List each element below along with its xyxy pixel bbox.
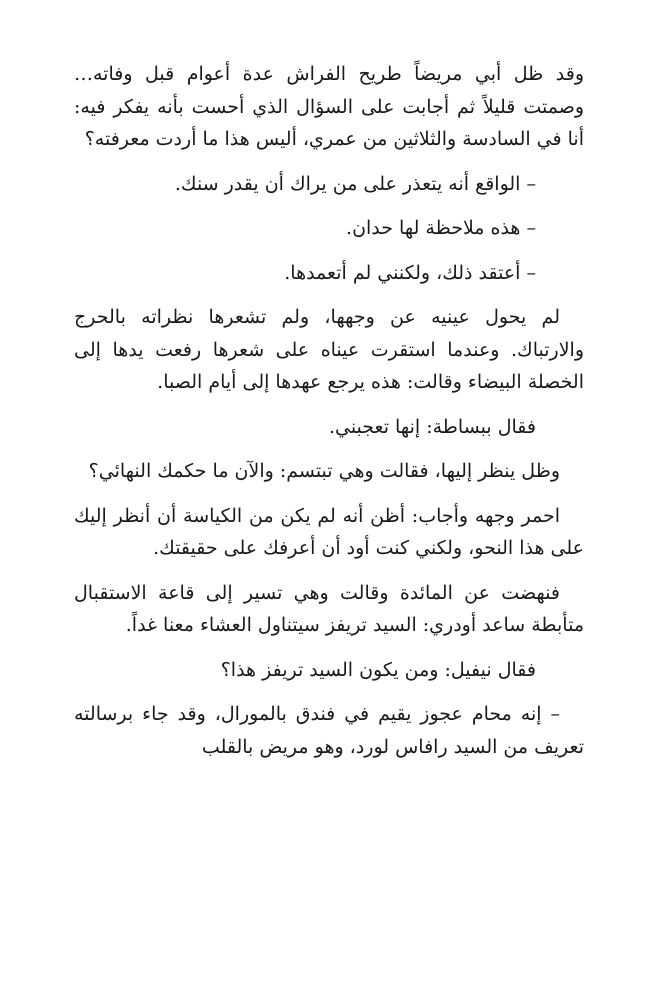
dialog-line-2: – هذه ملاحظة لها حدان.: [346, 217, 536, 239]
paragraph-2: لم يحول عينيه عن وجهها، ولم تشعرها نظراته بالحرج والارتباك. وعندما استقرت عيناه على شعرها رفعت يدها إلى الخصلة البيضاء وقالت: هذه يرجع عهدها إلى أيام الصبا.: [74, 306, 584, 393]
paragraph-5: فنهضت عن المائدة وقالت وهي تسير إلى قاعة الاستقبال متأبطة ساعد أودري: السيد تريفز سيتناول العشاء معنا غداً.: [74, 581, 584, 636]
paragraph-6: – إنه محام عجوز يقيم في فندق بالمورال، وقد جاء برسالته تعريف من السيد رافاس لورد، وهو مريض بالقلب: [74, 703, 584, 758]
paragraph-1: وقد ظل أبي مريضاً طريح الفراش عدة أعوام قبل وفاته… وصمتت قليلاً ثم أجابت على السؤال الذي أحست بأنه يفكر فيه: أنا في السادسة والثلاثين من عمري، أليس هذا ما أردت معرفته؟: [74, 63, 584, 150]
book-page: [74, 58, 584, 763]
dialog-line-5: فقال نيفيل: ومن يكون السيد تريفز هذا؟: [220, 658, 536, 681]
dialog-line-3: – أعتقد ذلك، ولكنني لم أتعمدها.: [284, 261, 536, 284]
dialog-line-4: فقال ببساطة: إنها تعجبني.: [328, 415, 536, 438]
dialog-line-1: – الواقع أنه يتعذر على من يراك أن يقدر سنك.: [174, 172, 536, 195]
paragraph-4: احمر وجهه وأجاب: أظن أنه لم يكن من الكياسة أن أنظر إليك على هذا النحو، ولكني كنت أود أن أعرفك على حقيقتك.: [74, 504, 584, 559]
paragraph-3: وظل ينظر إليها، فقالت وهي تبتسم: والآن ما حكمك النهائي؟: [88, 460, 560, 482]
